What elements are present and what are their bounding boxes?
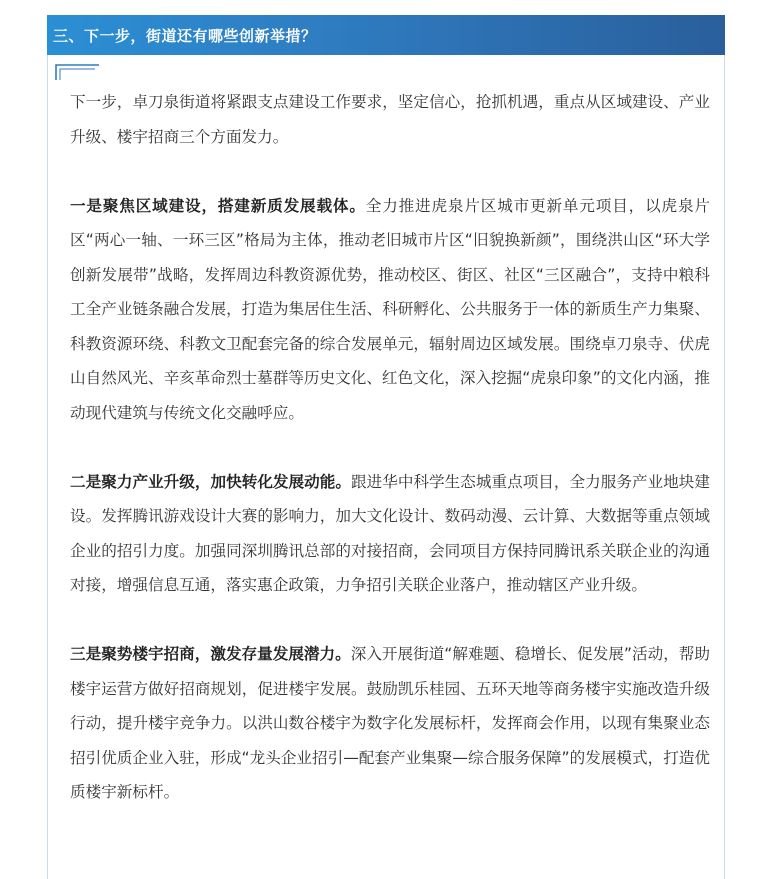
article-body — [70, 85, 710, 844]
paragraph-lead: 一是聚焦区域建设，搭建新质发展载体。 — [70, 196, 366, 215]
paragraph-building-investment — [70, 637, 710, 810]
paragraph-text: 全力推进虎泉片区城市更新单元项目，以虎泉片区“两心一轴、一环三区”格局为主体，推动老旧城市片区“旧貌换新颜”，围绕洪山区“环大学创新发展带”战略，发挥周边科教资源优势，推动校区、街区、社区“三区融合”，支持中粮科工全产业链条融合发展，打造为集居住生活、科研孵化、公共服务于一体的新质生产力集聚、科教资源环绕、科教文卫配套完备的综合发展单元，辐射周边区域发展。围绕卓刀泉寺、伏虎山自然风光、辛亥革命烈士墓群等历史文化、红色文化，深入挖掘“虎泉印象”的文化内涵，推动现代建筑与传统文化交融呼应。 — [70, 196, 710, 422]
paragraph-industry-upgrade — [70, 465, 710, 603]
paragraph-text: 下一步，卓刀泉街道将紧跟支点建设工作要求，坚定信心，抢抓机遇，重点从区域建设、产业升级、楼宇招商三个方面发力。 — [70, 93, 710, 146]
section-title: 三、下一步，街道还有哪些创新举措？ — [53, 26, 317, 45]
paragraph-lead: 二是聚力产业升级，加快转化发展动能。 — [70, 472, 351, 491]
bracket-corner-icon — [55, 64, 99, 80]
paragraph-lead: 三是聚势楼宇招商，激发存量发展潜力。 — [70, 645, 351, 663]
paragraph-regional-construction — [70, 189, 710, 431]
paragraph-text: 深入开展街道“解难题、稳增长、促发展”活动，帮助楼宇运营方做好招商规划，促进楼宇发展。鼓励凯乐桂园、五环天地等商务楼宇实施改造升级行动，提升楼宇竞争力。以洪山数谷楼宇为数字化发展标杆，发挥商会作用，以现有集聚业态招引优质企业入驻，形成“龙头企业招引—配套产业集聚—综合服务保障”的发展模式，打造优质楼宇新标杆。 — [70, 645, 710, 801]
paragraph-text: 跟进华中科学生态城重点项目，全力服务产业地块建设。发挥腾讯游戏设计大赛的影响力，加大文化设计、数码动漫、云计算、大数据等重点领域企业的招引力度。加强同深圳腾讯总部的对接招商，会同项目方保持同腾讯系关联企业的沟通对接，增强信息互通，落实惠企政策，力争招引关联企业落户，推动辖区产业升级。 — [70, 472, 710, 594]
section-header — [47, 15, 725, 55]
paragraph-intro — [70, 85, 710, 154]
